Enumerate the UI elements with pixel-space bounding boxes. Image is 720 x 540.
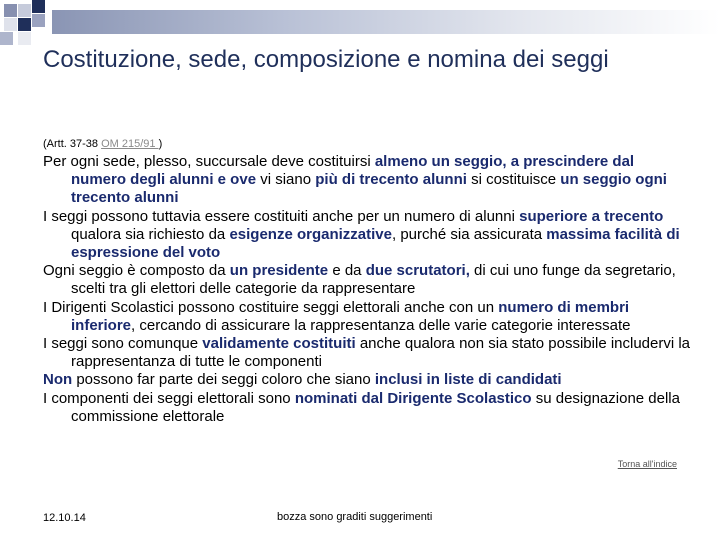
bullet-paragraph: [43, 153, 693, 208]
highlighted-text: nominati dal Dirigente Scolastico: [294, 389, 532, 407]
paragraph-text: e da: [328, 262, 366, 280]
decor-square: [4, 4, 17, 17]
highlighted-text: superiore a trecento: [519, 207, 664, 225]
highlighted-text: un presidente: [229, 262, 329, 280]
paragraph-text: anche qualora non sia stato possibile includervi la rappresentanza di tutte le componenti: [71, 335, 691, 371]
reference-suffix: ): [158, 138, 163, 150]
reference-prefix: (Artt. 37-38: [43, 138, 102, 150]
highlighted-text: massima facilità di espressione del voto: [71, 225, 680, 262]
paragraph-text: I seggi sono comunque: [43, 335, 203, 353]
back-to-index-link[interactable]: Torna all'indice: [617, 459, 677, 469]
highlighted-text: inclusi in liste di candidati: [374, 371, 562, 389]
decor-square: [18, 32, 31, 45]
bullet-paragraph: [43, 262, 693, 298]
bullet-paragraph: [43, 390, 693, 426]
paragraph-text: vi siano: [256, 171, 316, 189]
paragraph-text: possono far parte dei seggi coloro che siano: [72, 371, 375, 389]
slide-title: Costituzione, sede, composizione e nomina dei seggi: [43, 46, 609, 73]
header-gradient-bar: [52, 10, 720, 34]
paragraph-text: I Dirigenti Scolastici possono costituire seggi elettorali anche con un: [43, 298, 499, 316]
paragraph-text: di cui uno funge da segretario, scelti tra gli elettori delle categorie da rappresentare: [71, 262, 676, 298]
slide-footer: bozza sono graditi suggerimenti: [277, 511, 433, 523]
slide-body: [43, 153, 693, 426]
paragraph-text: su designazione della commissione elettorale: [71, 389, 680, 425]
decor-square: [4, 18, 17, 31]
bullet-paragraph: [43, 299, 693, 335]
bullet-paragraph: [43, 371, 693, 389]
decor-square: [32, 0, 45, 13]
decor-square: [18, 18, 31, 31]
decor-square: [0, 32, 13, 45]
header-decoration: [0, 0, 720, 45]
paragraph-text: Per ogni sede, plesso, succursale deve costituirsi: [43, 153, 375, 170]
highlighted-text: Non: [43, 371, 73, 389]
article-reference: [43, 137, 162, 151]
paragraph-text: qualora sia richiesto da: [71, 225, 230, 243]
highlighted-text: almeno un seggio, a prescindere dal numero degli alunni e ove: [71, 153, 635, 189]
paragraph-text: I seggi possono tuttavia essere costituiti anche per un numero di alunni: [43, 207, 520, 225]
decor-square: [32, 14, 45, 27]
highlighted-text: numero di membri inferiore: [71, 298, 630, 334]
highlighted-text: due scrutatori,: [365, 262, 470, 280]
highlighted-text: validamente costituiti: [202, 335, 356, 353]
bullet-paragraph: [43, 208, 693, 263]
highlighted-text: esigenze organizzative: [229, 225, 392, 243]
paragraph-text: I componenti dei seggi elettorali sono: [43, 389, 295, 407]
paragraph-text: , purché sia assicurata: [392, 225, 547, 243]
paragraph-text: Ogni seggio è composto da: [43, 262, 230, 280]
decor-square: [18, 4, 31, 17]
highlighted-text: un seggio ogni trecento alunni: [71, 171, 667, 207]
bullet-paragraph: [43, 335, 693, 371]
highlighted-text: più di trecento alunni: [315, 171, 467, 189]
slide-date: 12.10.14: [43, 512, 86, 524]
paragraph-text: si costituisce: [466, 171, 561, 189]
om-reference-link[interactable]: OM 215/91: [101, 138, 159, 150]
paragraph-text: , cercando di assicurare la rappresentanza delle varie categorie interessate: [131, 316, 631, 334]
